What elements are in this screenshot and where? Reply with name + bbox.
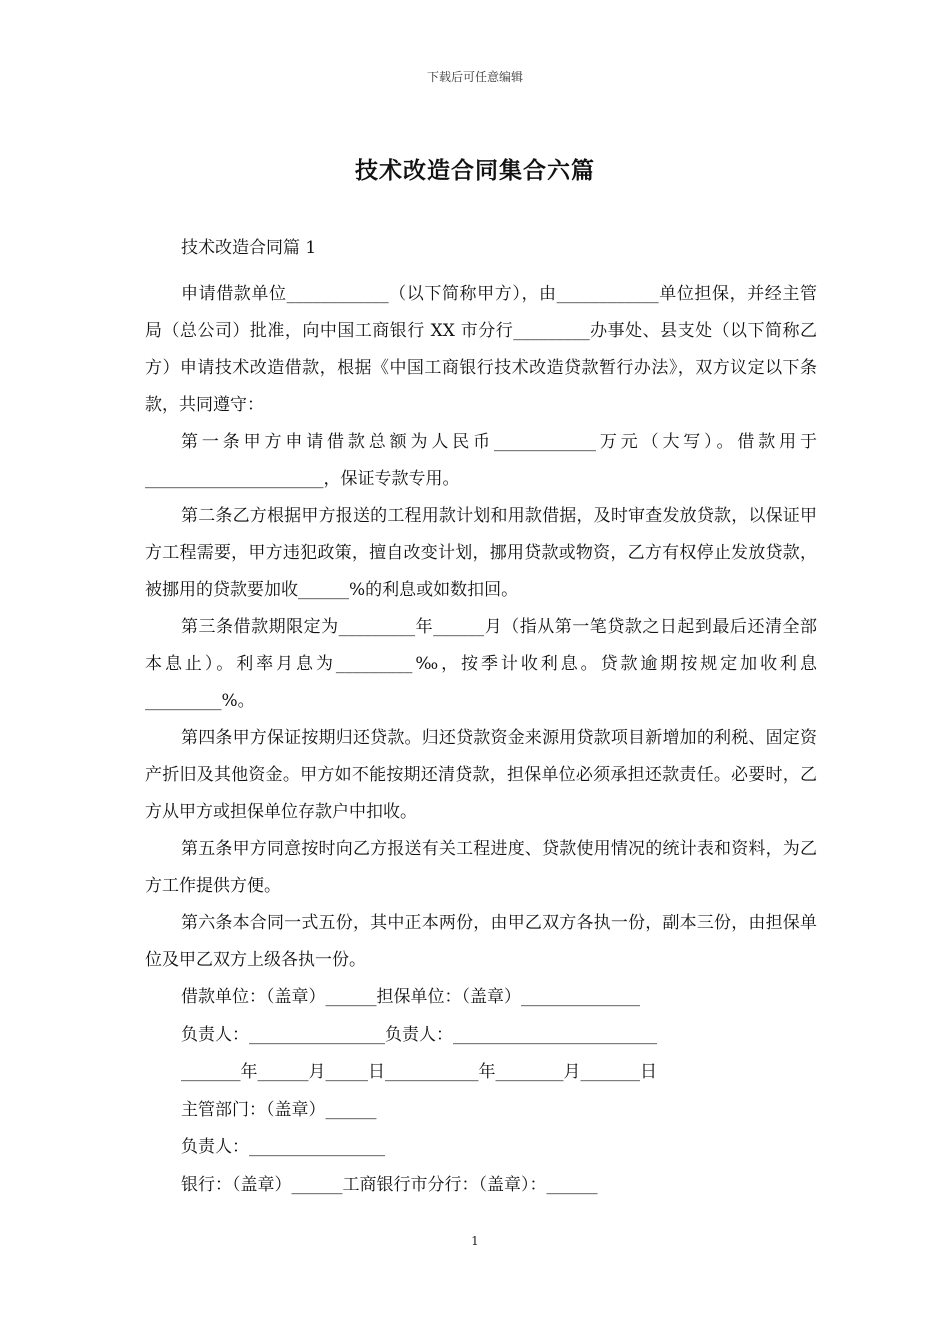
paragraph-preamble: 申请借款单位____________（以下简称甲方），由____________单位担保，并经主管局（总公司）批准，向中国工商银行 XX 市分行_________办事处、县支处（以下简称乙方）申请技术改造借款，根据《中国工商银行技术改造贷款暂行办法》，双方议定以下条款，共同遵守： <box>145 284 817 415</box>
section-heading: 技术改造合同篇 1 <box>181 238 317 258</box>
paragraph-article-3: 第三条借款期限定为_________年______月（指从第一笔贷款之日起到最后还清全部本息止）。利率月息为_________‰，按季计收利息。贷款逾期按规定加收利息_________%。 <box>145 617 817 711</box>
paragraph-article-4: 第四条甲方保证按期归还贷款。归还贷款资金来源用贷款项目新增加的利税、固定资产折旧及其他资金。甲方如不能按期还清贷款，担保单位必须承担还款责任。必要时，乙方从甲方或担保单位存款户中扣收。 <box>145 728 817 822</box>
signature-line-responsible-person: 负责人：________________ <box>181 1137 385 1157</box>
signature-line-supervising-dept: 主管部门：（盖章）______ <box>181 1099 377 1120</box>
signature-block <box>145 979 817 1204</box>
page-number: 1 <box>471 1234 479 1248</box>
document-body <box>145 230 817 1204</box>
paragraph-article-1: 第一条甲方申请借款总额为人民币____________万元（大写）。借款用于_____________________，保证专款专用。 <box>145 432 817 489</box>
signature-line-dates: _______年______月_____日___________年________月_______日 <box>181 1062 657 1082</box>
signature-line-bank: 银行：（盖章）______工商银行市分行：（盖章）：______ <box>181 1174 598 1195</box>
paragraph-article-2: 第二条乙方根据甲方报送的工程用款计划和用款借据，及时审查发放贷款，以保证甲方工程需要，甲方违犯政策，擅自改变计划，挪用贷款或物资，乙方有权停止发放贷款，被挪用的贷款要加收______%的利息或如数扣回。 <box>145 506 817 600</box>
document-title: 技术改造合同集合六篇 <box>355 157 595 184</box>
signature-line-responsible-persons: 负责人：________________负责人：________________________ <box>181 1024 657 1045</box>
paragraph-article-5: 第五条甲方同意按时向乙方报送有关工程进度、贷款使用情况的统计表和资料，为乙方工作提供方便。 <box>145 839 817 896</box>
paragraph-article-6: 第六条本合同一式五份，其中正本两份，由甲乙双方各执一份，副本三份，由担保单位及甲乙双方上级各执一份。 <box>145 913 817 970</box>
page-header: 下载后可任意编辑 <box>426 70 523 84</box>
signature-line-borrower-guarantor: 借款单位：（盖章）______担保单位：（盖章）______________ <box>181 987 640 1007</box>
